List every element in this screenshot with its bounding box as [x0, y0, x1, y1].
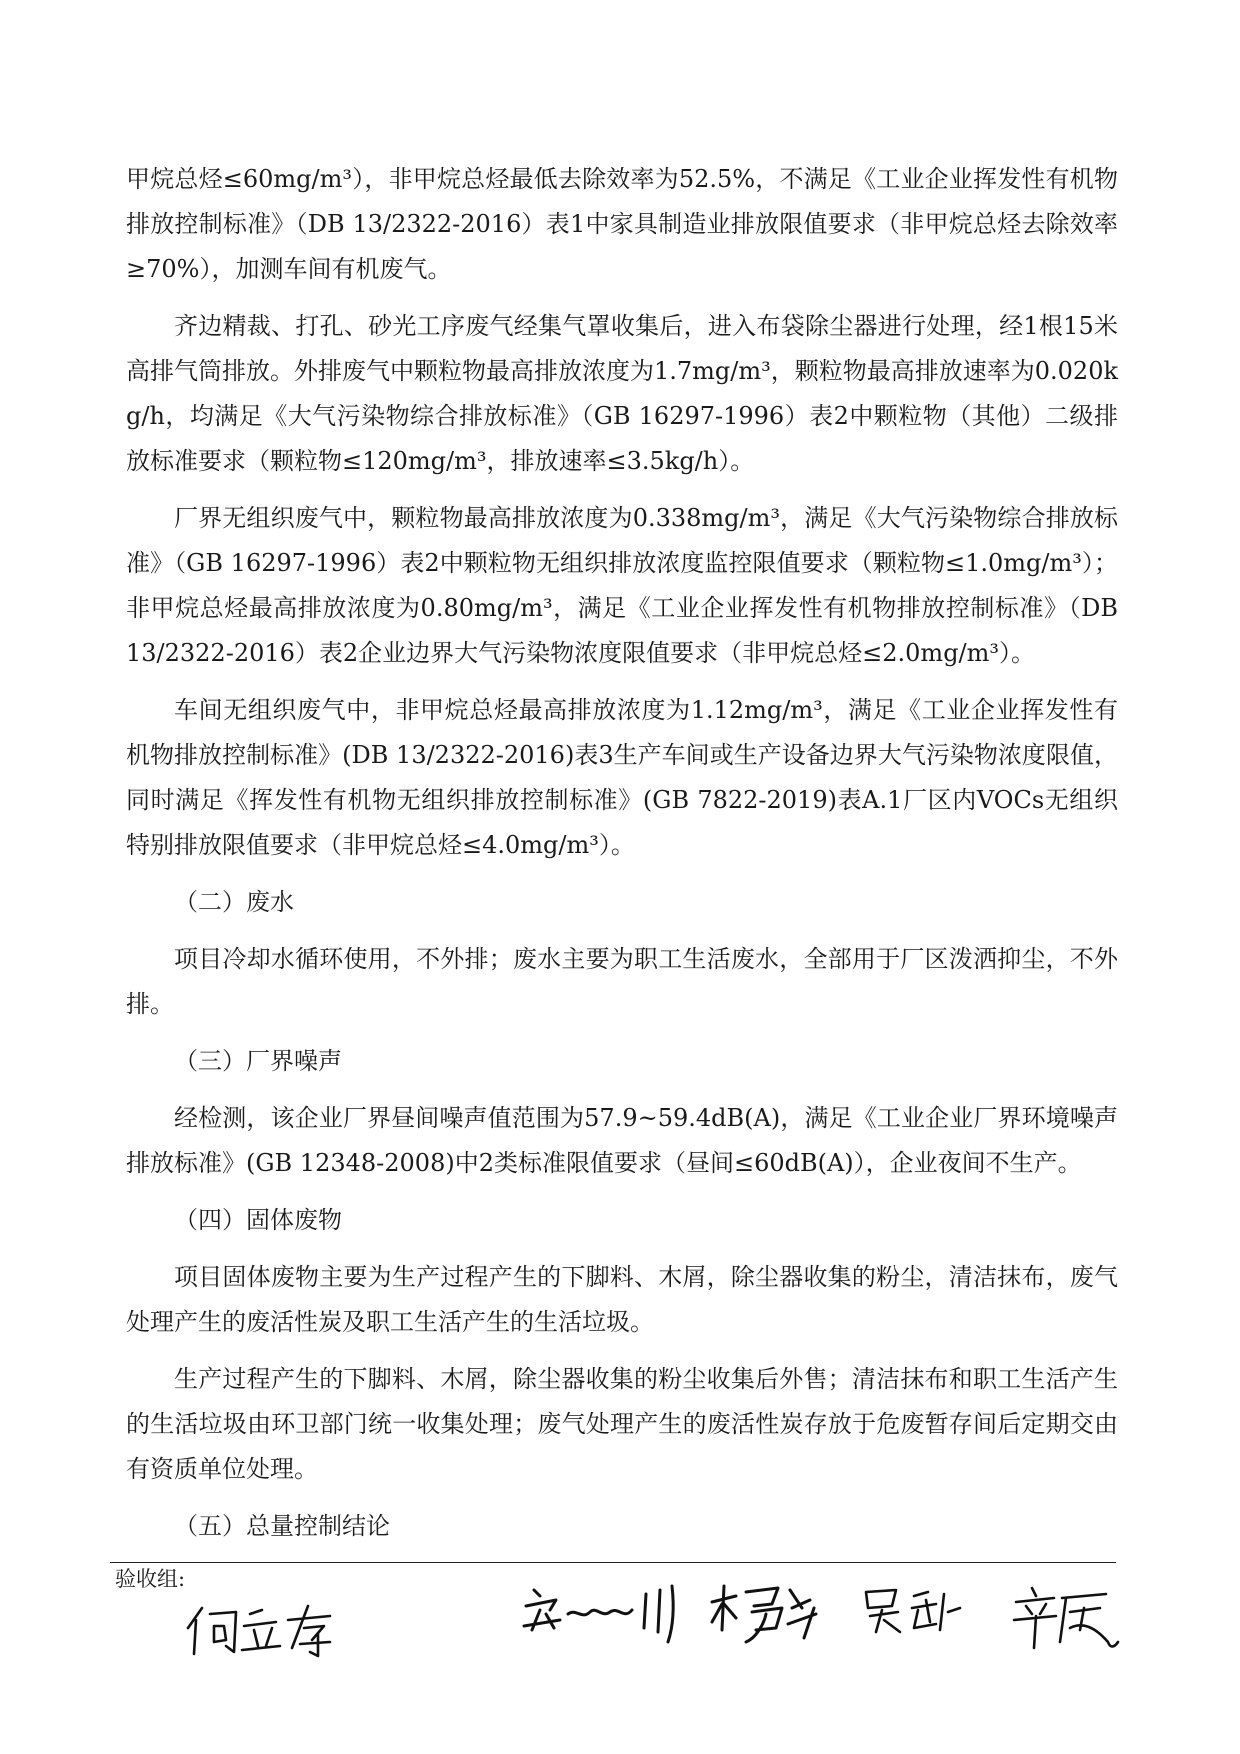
- signature-5: [1010, 1582, 1120, 1658]
- paragraph-boundary-unorganized-gas: 厂界无组织废气中，颗粒物最高排放浓度为0.338mg/m³，满足《大气污染物综合排放标准》（GB 16297-1996）表2中颗粒物无组织排放浓度监控限值要求（颗粒物≤1.0mg/m³）；非甲烷总烃最高排放浓度为0.80mg/m³，满足《工业企业挥发性有机物排放控制标准》（DB 13/2322-2016）表2企业边界大气污染物浓度限值要求（非甲烷总烃≤2.0mg/m³）。: [126, 504, 1118, 667]
- section-heading-wastewater: （二）废水: [174, 888, 294, 916]
- paragraph-voc-removal: 甲烷总烃≤60mg/m³），非甲烷总烃最低去除效率为52.5%，不满足《工业企业挥发性有机物排放控制标准》（DB 13/2322-2016）表1中家具制造业排放限值要求（非甲烷总烃去除效率≥70%），加测车间有机废气。: [126, 165, 1118, 283]
- paragraph-solid-waste-sources: 项目固体废物主要为生产过程产生的下脚料、木屑，除尘器收集的粉尘，清洁抹布，废气处理产生的废活性炭及职工生活产生的生活垃圾。: [126, 1263, 1118, 1336]
- signature-4: [856, 1582, 966, 1638]
- paragraph-solid-waste-disposal: 生产过程产生的下脚料、木屑，除尘器收集的粉尘收集后外售；清洁抹布和职工生活产生的生活垃圾由环卫部门统一收集处理；废气处理产生的废活性炭存放于危废暂存间后定期交由有资质单位处理。: [126, 1365, 1118, 1483]
- paragraph-workshop-unorganized-gas: 车间无组织废气中，非甲烷总烃最高排放浓度为1.12mg/m³，满足《工业企业挥发性有机物排放控制标准》(DB 13/2322-2016)表3生产车间或生产设备边界大气污染物浓度限值，同时满足《挥发性有机物无组织排放控制标准》(GB 7822-2019)表A.1厂区内VOCs无组织特别排放限值要求（非甲烷总烃≤4.0mg/m³）。: [126, 696, 1118, 859]
- section-heading-total-control: （五）总量控制结论: [174, 1512, 390, 1540]
- document-body: [126, 157, 1118, 1561]
- paragraph-wastewater: 项目冷却水循环使用，不外排；废水主要为职工生活废水，全部用于厂区泼洒抑尘，不外排。: [126, 945, 1118, 1018]
- signature-3: [706, 1578, 836, 1652]
- paragraph-noise: 经检测，该企业厂界昼间噪声值范围为57.9~59.4dB(A)，满足《工业企业厂界环境噪声排放标准》(GB 12348-2008)中2类标准限值要求（昼间≤60dB(A)），企业夜间不生产。: [126, 1104, 1118, 1177]
- acceptance-team-label: 验收组:: [115, 1567, 186, 1591]
- section-heading-solid-waste: （四）固体废物: [174, 1206, 342, 1234]
- paragraph-dust-emission: 齐边精裁、打孔、砂光工序废气经集气罩收集后，进入布袋除尘器进行处理，经1根15米高排气筒排放。外排废气中颗粒物最高排放浓度为1.7mg/m³，颗粒物最高排放速率为0.020kg/h，均满足《大气污染物综合排放标准》（GB 16297-1996）表2中颗粒物（其他）二级排放标准要求（颗粒物≤120mg/m³，排放速率≤3.5kg/h）。: [126, 312, 1119, 475]
- signature-2: [520, 1580, 720, 1650]
- signature-divider: [110, 1562, 1116, 1563]
- signature-1: [180, 1598, 340, 1660]
- section-heading-noise: （三）厂界噪声: [174, 1047, 342, 1075]
